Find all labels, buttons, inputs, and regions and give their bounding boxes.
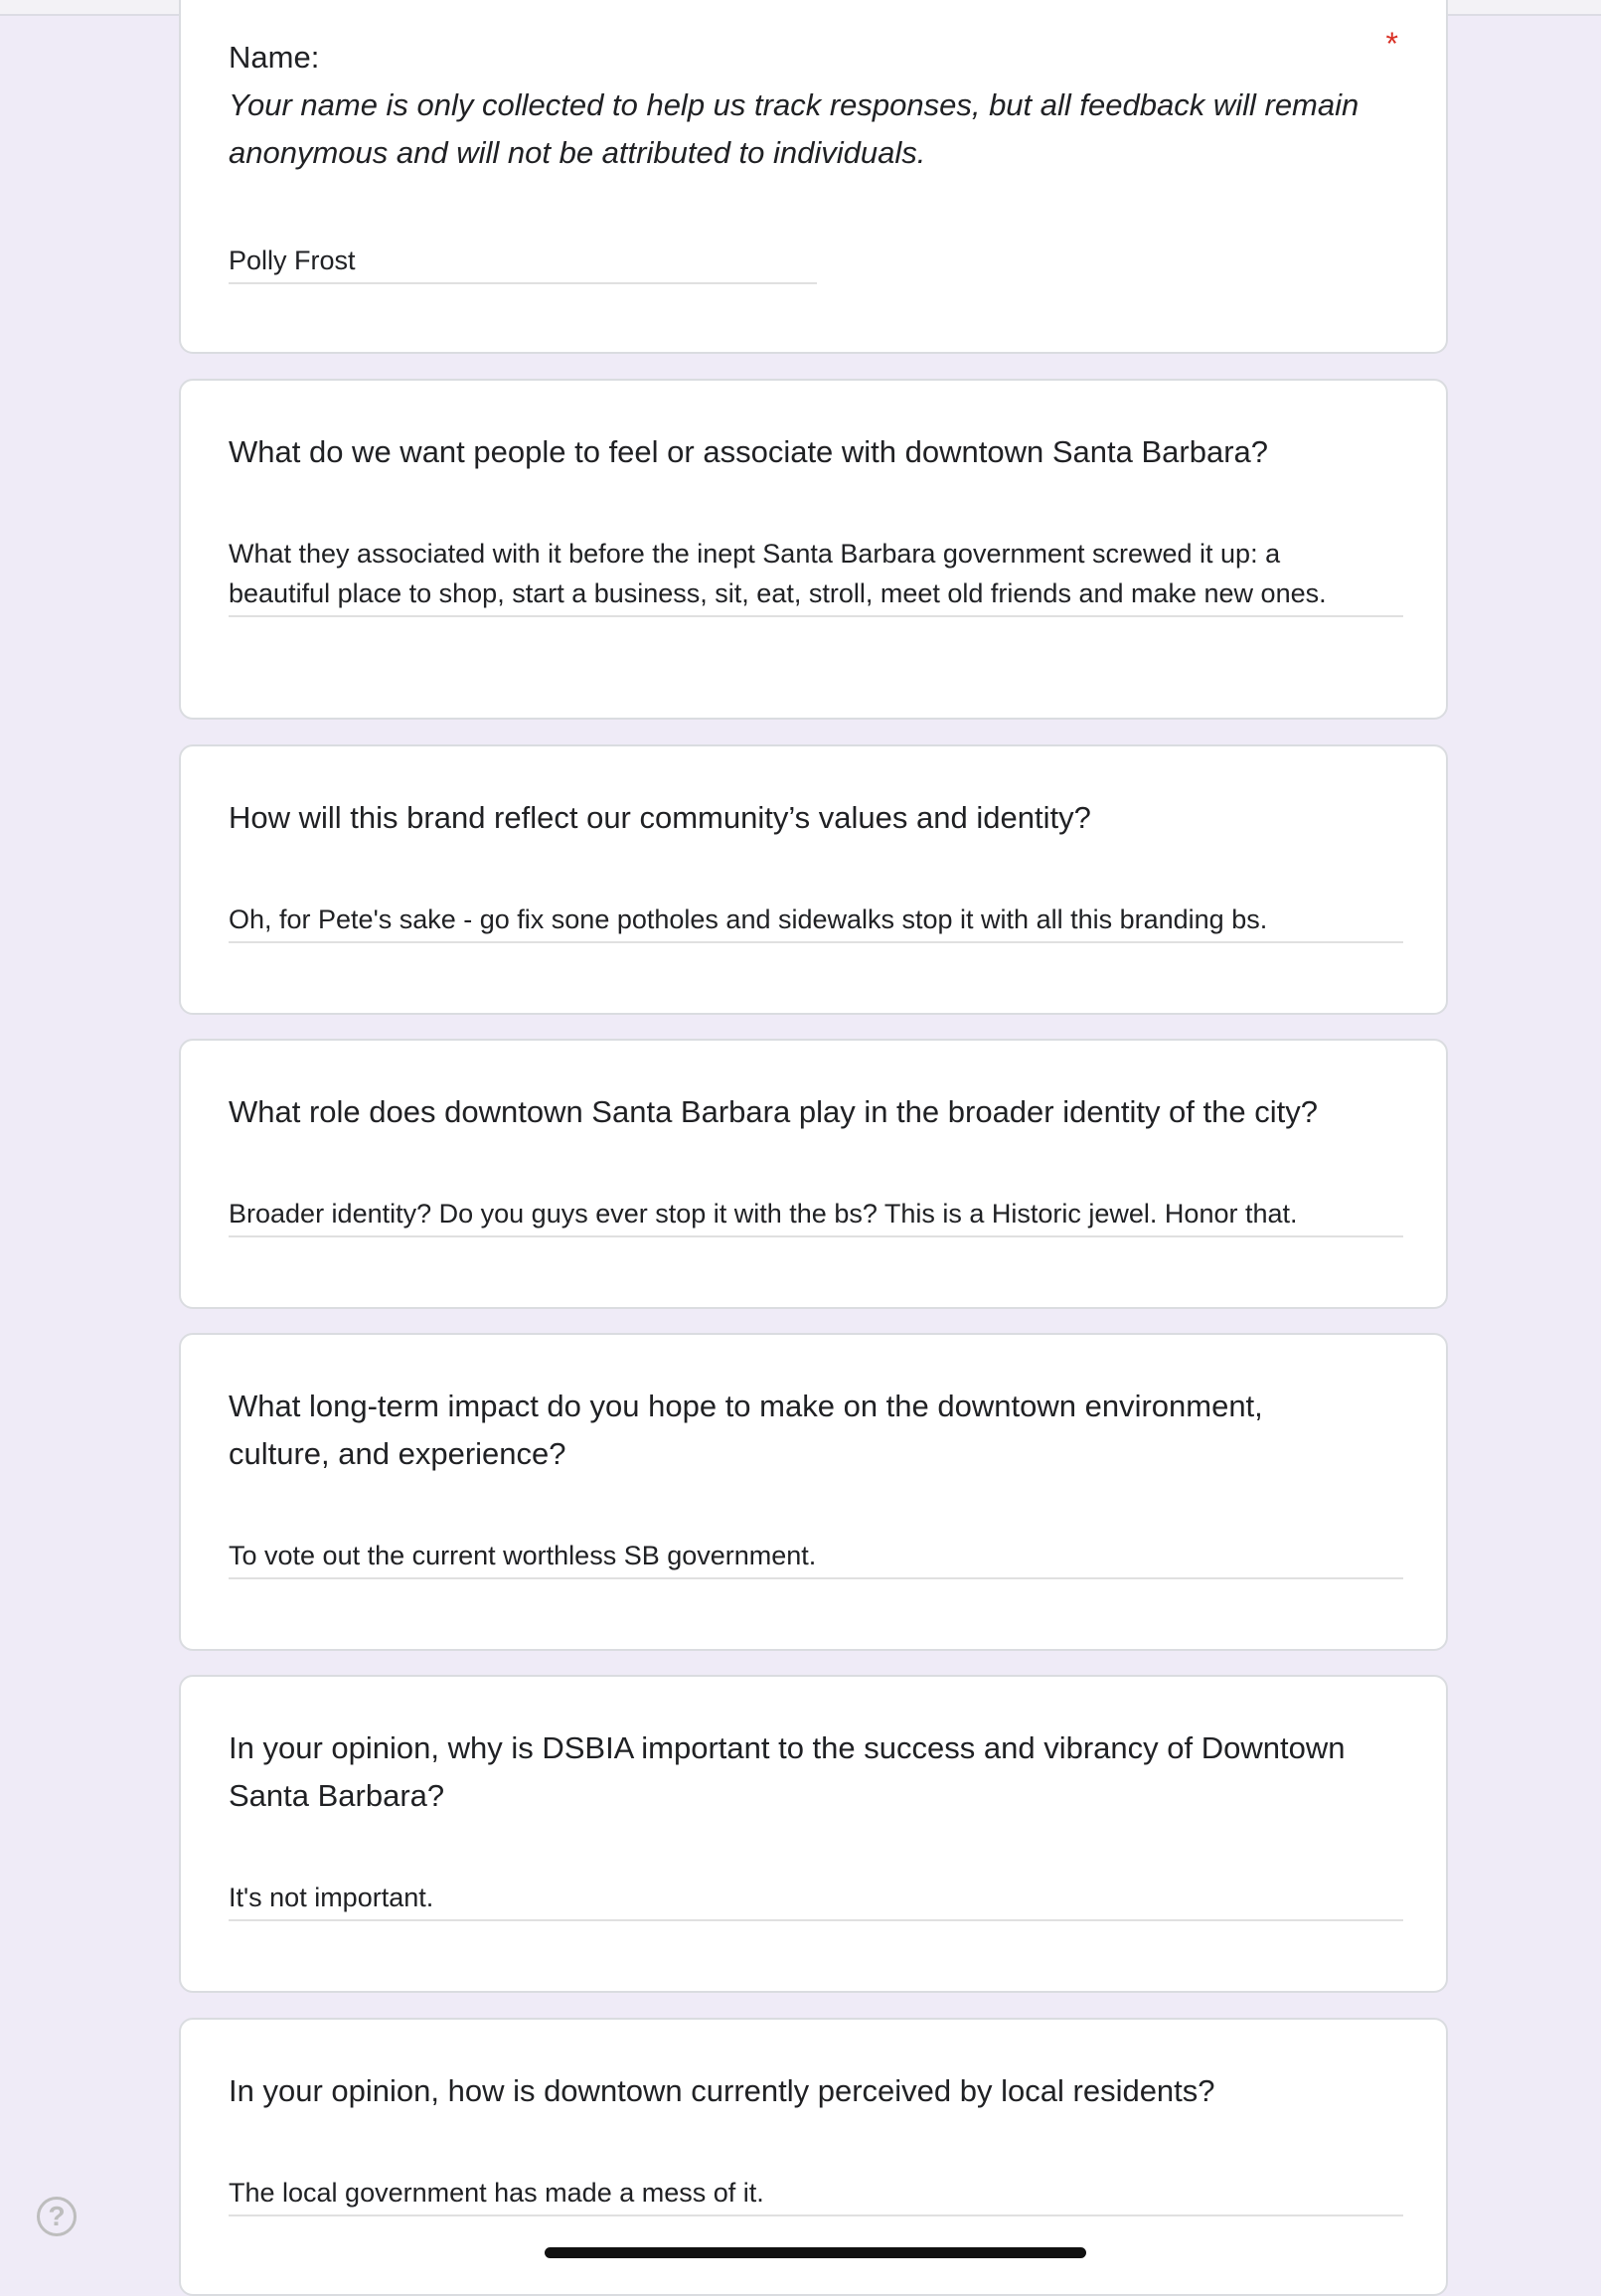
question-title: What do we want people to feel or associate with downtown Santa Barbara?: [229, 434, 1269, 469]
question-title: What long-term impact do you hope to make on the downtown environment, culture, and experience?: [229, 1389, 1263, 1471]
help-circle-icon[interactable]: ?: [37, 2197, 77, 2236]
question-card-4: [179, 1333, 1448, 1651]
name-answer-field[interactable]: Polly Frost: [229, 241, 817, 284]
answer-field[interactable]: Broader identity? Do you guys ever stop it with the bs? This is a Historic jewel. Honor that.: [229, 1194, 1403, 1237]
answer-field[interactable]: It's not important.: [229, 1878, 1403, 1921]
answer-field[interactable]: To vote out the current worthless SB government.: [229, 1536, 1403, 1579]
answer-field[interactable]: The local government has made a mess of it.: [229, 2173, 1403, 2216]
answer-field[interactable]: What they associated with it before the inept Santa Barbara government screwed it up: a beautiful place to shop, start a business, sit, eat, stroll, meet old friends and make new ones.: [229, 534, 1403, 617]
question-title: How will this brand reflect our community’s values and identity?: [229, 800, 1091, 835]
question-card-name: [179, 0, 1448, 354]
question-card-2: [179, 744, 1448, 1015]
question-title: Name:: [229, 40, 320, 75]
question-card-5: [179, 1675, 1448, 1993]
question-card-3: [179, 1039, 1448, 1309]
required-indicator: *: [1385, 26, 1398, 62]
answer-field[interactable]: Oh, for Pete's sake - go fix sone potholes and sidewalks stop it with all this branding bs.: [229, 900, 1403, 943]
question-title: In your opinion, how is downtown currently perceived by local residents?: [229, 2073, 1215, 2108]
question-title: In your opinion, why is DSBIA important to the success and vibrancy of Downtown Santa Barbara?: [229, 1730, 1346, 1813]
question-card-1: [179, 379, 1448, 720]
home-indicator: [545, 2247, 1086, 2258]
question-help-text: Your name is only collected to help us track responses, but all feedback will remain anonymous and will not be attributed to individuals.: [229, 87, 1360, 170]
question-title: What role does downtown Santa Barbara play in the broader identity of the city?: [229, 1094, 1318, 1129]
